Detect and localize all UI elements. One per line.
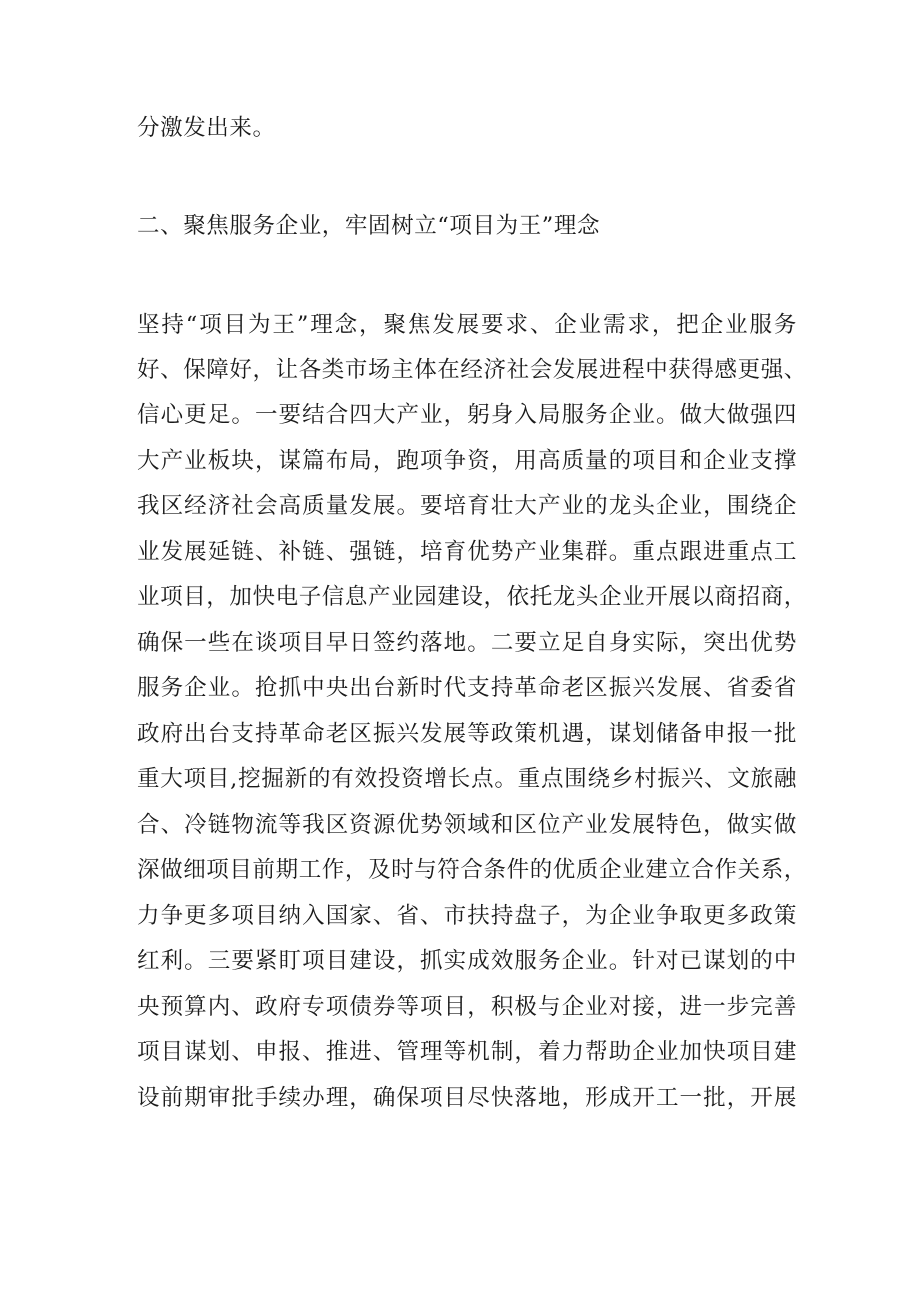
paragraph-line: 确保一些在谈项目早日签约落地。二要立足自身实际，突出优势	[137, 630, 797, 656]
paragraph-line: 好、保障好，让各类市场主体在经济社会发展进程中获得感更强、	[137, 357, 807, 383]
paragraph-line: 坚持“项目为王”理念，聚焦发展要求、企业需求，把企业服务	[137, 312, 797, 338]
paragraph-line: 红利。三要紧盯项目建设，抓实成效服务企业。针对已谋划的中	[137, 948, 797, 974]
paragraph-line: 设前期审批手续办理，确保项目尽快落地，形成开工一批，开展	[137, 1085, 797, 1111]
paragraph-line: 深做细项目前期工作，及时与符合条件的优质企业建立合作关系，	[137, 857, 807, 883]
paragraph-line: 我区经济社会高质量发展。要培育壮大产业的龙头企业，围绕企	[137, 493, 797, 519]
paragraph-line: 央预算内、政府专项债券等项目，积极与企业对接，进一步完善	[137, 994, 797, 1020]
paragraph-line: 合、冷链物流等我区资源优势领域和区位产业发展特色，做实做	[137, 812, 797, 838]
paragraph-line: 大产业板块，谋篇布局，跑项争资，用高质量的项目和企业支撑	[137, 448, 797, 474]
paragraph-line: 信心更足。一要结合四大产业，躬身入局服务企业。做大做强四	[137, 402, 797, 428]
section-heading: 二、聚焦服务企业，牢固树立“项目为王”理念	[137, 213, 601, 239]
paragraph-line: 力争更多项目纳入国家、省、市扶持盘子，为企业争取更多政策	[137, 903, 797, 929]
continuation-text: 分激发出来。	[137, 115, 276, 141]
paragraph-line: 项目谋划、申报、推进、管理等机制，着力帮助企业加快项目建	[137, 1039, 797, 1065]
paragraph-line: 服务企业。抢抓中央出台新时代支持革命老区振兴发展、省委省	[137, 675, 797, 701]
paragraph-line: 政府出台支持革命老区振兴发展等政策机遇，谋划储备申报一批	[137, 721, 797, 747]
paragraph-line: 业项目，加快电子信息产业园建设，依托龙头企业开展以商招商，	[137, 584, 807, 610]
paragraph-line: 业发展延链、补链、强链，培育优势产业集群。重点跟进重点工	[137, 539, 797, 565]
paragraph-line: 重大项目,挖掘新的有效投资增长点。重点围绕乡村振兴、文旅融	[137, 766, 797, 792]
